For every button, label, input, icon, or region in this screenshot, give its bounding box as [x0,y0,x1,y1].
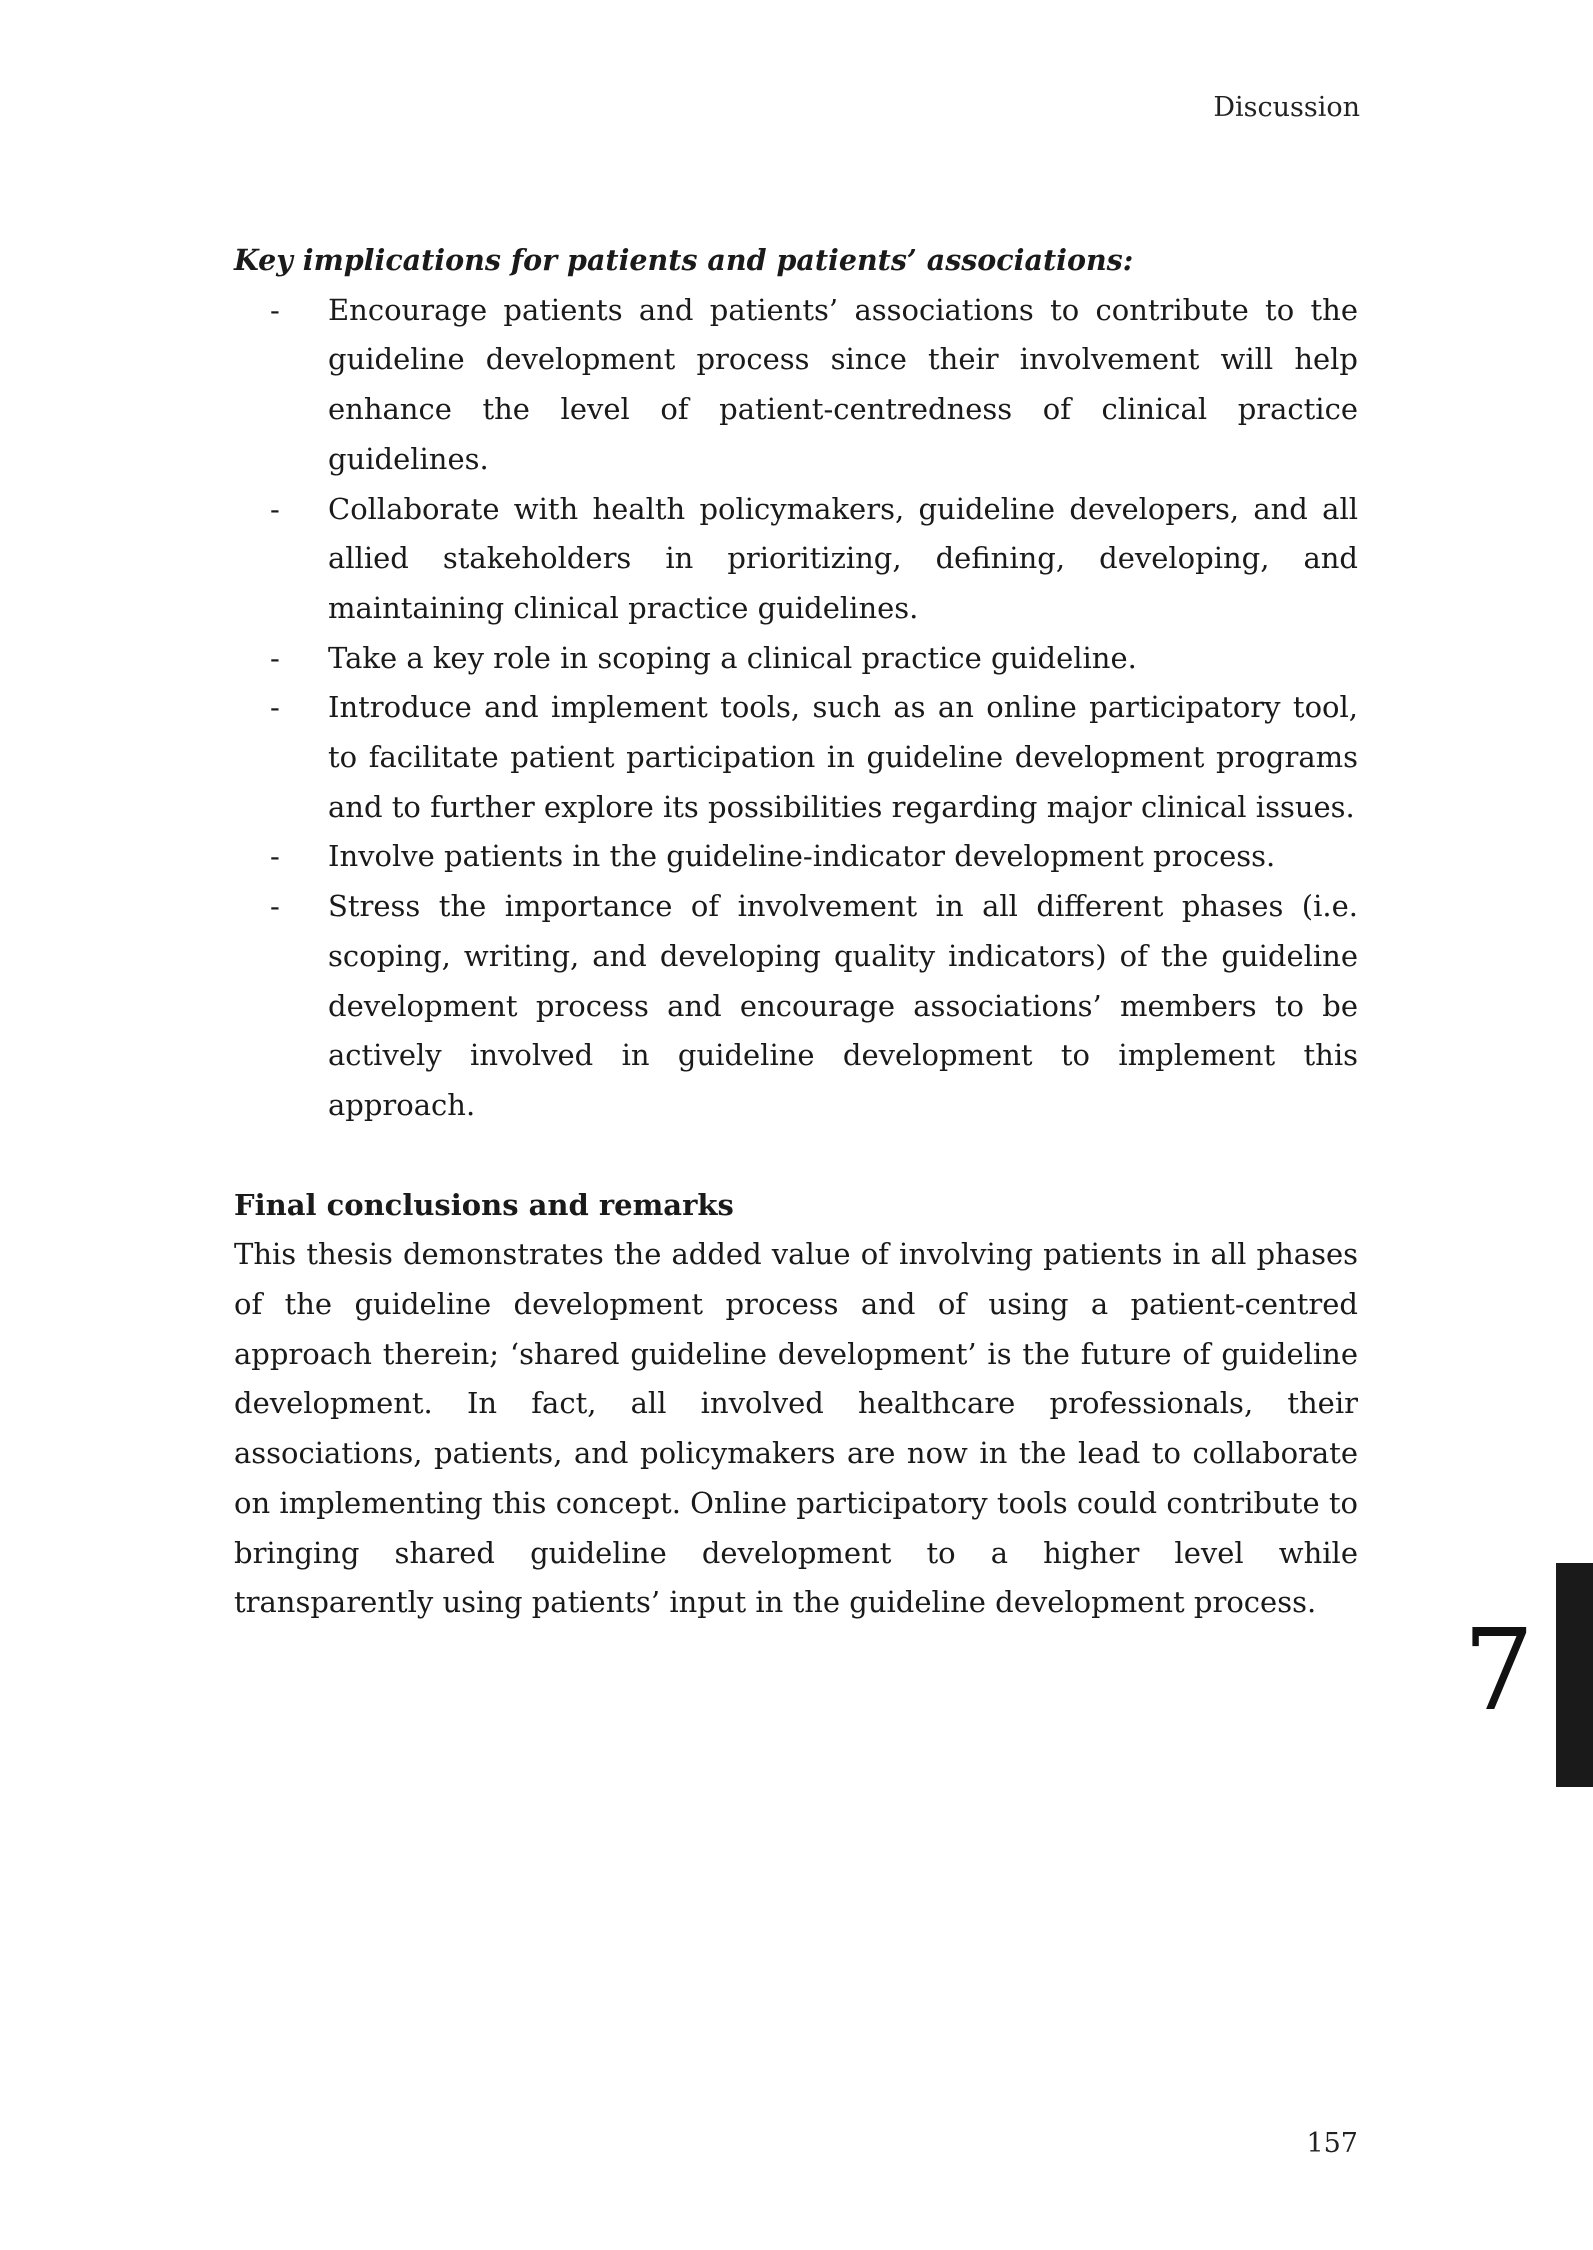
list-item [234,286,1358,485]
running-header: Discussion [1213,92,1360,123]
list-item [234,485,1358,634]
chapter-tab-marker [1556,1563,1593,1787]
list-item [234,683,1358,832]
list-bullet: - [270,690,280,725]
list-bullet: - [270,491,280,526]
list-item [234,634,1358,684]
list-item [234,882,1358,1131]
list-item [234,832,1358,882]
conclusions-paragraph: This thesis demonstrates the added value of involving patients in all phases of the guideline development process and of using a patient-centred approach therein; ‘shared guideline development’ is the future of guideline development. In fact, all involved healthcare professionals, their associations, patients, and policymakers are now in the lead to collaborate on implementing this concept. Online participatory tools could contribute to bringing shared guideline development to a higher level while transparently using patients’ input in the guideline development process. [234,1237,1358,1620]
list-item-text: Introduce and implement tools, such as an online participatory tool, to facilitate patient participation in guideline development programs and to further explore its possibilities regarding major clinical issues. [328,690,1358,824]
page-number: 157 [1306,2128,1358,2159]
list-item-text: Involve patients in the guideline-indicator development process. [328,839,1276,874]
conclusions-heading: Final conclusions and remarks [234,1187,734,1222]
list-bullet: - [270,889,280,924]
list-item-text: Encourage patients and patients’ associations to contribute to the guideline development process since their involvement will help enhance the level of patient-centredness of clinical practice guidelines. [328,292,1358,476]
list-item-text: Take a key role in scoping a clinical practice guideline. [328,640,1137,675]
chapter-number: 7 [1463,1606,1535,1736]
list-bullet: - [270,292,280,327]
list-bullet: - [270,839,280,874]
main-content [234,236,1358,1628]
implications-heading: Key implications for patients and patients’ associations: [234,243,1134,277]
list-item-text: Stress the importance of involvement in all different phases (i.e. scoping, writing, and developing quality indicators) of the guideline development process and encourage associations’ members to be actively involved in guideline development to implement this approach. [328,889,1358,1122]
list-item-text: Collaborate with health policymakers, guideline developers, and all allied stakeholders in prioritizing, defining, developing, and maintaining clinical practice guidelines. [328,491,1358,625]
list-bullet: - [270,640,280,675]
implications-list [234,286,1358,1131]
